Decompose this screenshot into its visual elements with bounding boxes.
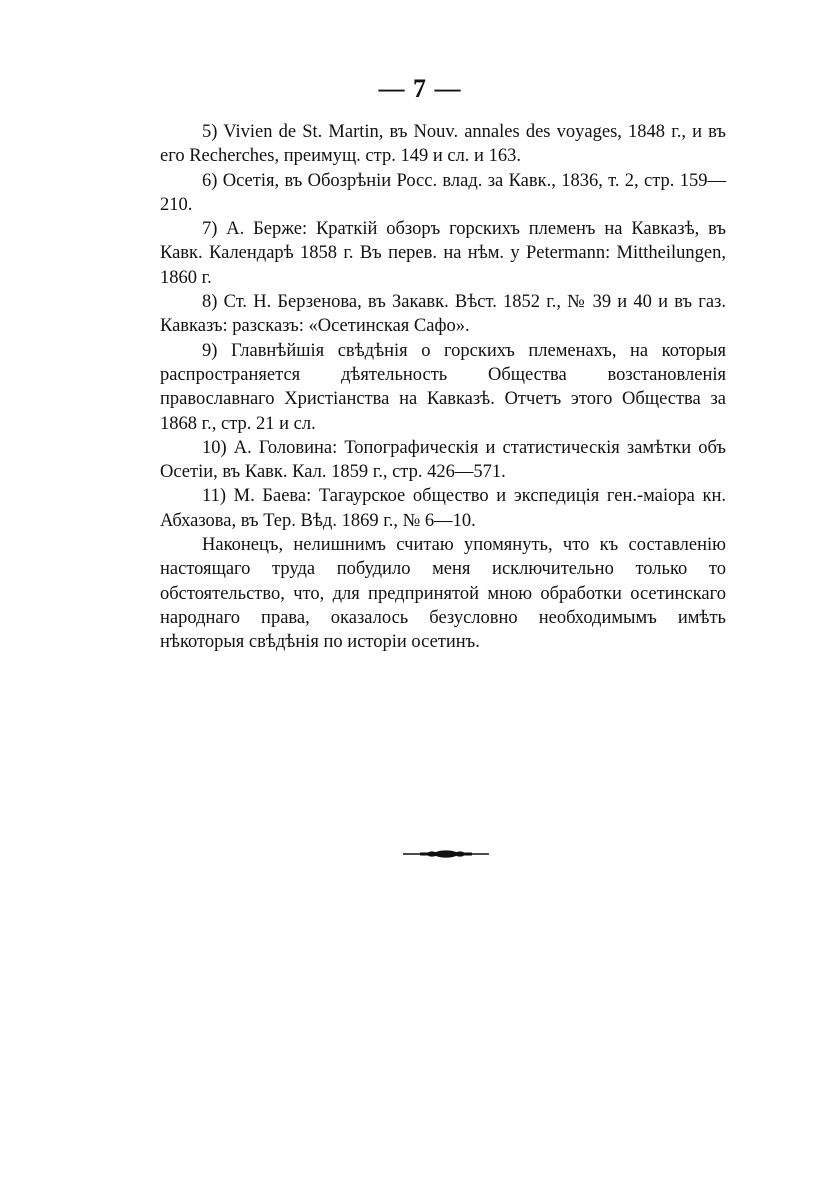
reference-6: 6) Осетія, въ Обозрѣніи Росс. влад. за Кавк., 1836, т. 2, стр. 159—210. — [160, 170, 726, 215]
reference-5: 5) Vivien de St. Martin, въ Nouv. annales des voyages, 1848 г., и въ его Recherches, преимущ. стр. 149 и сл. и 163. — [160, 122, 726, 167]
body-text — [160, 120, 726, 655]
page-number: — 7 — — [378, 74, 462, 103]
reference-9: 9) Главнѣйшія свѣдѣнія о горскихъ племенахъ, на которыя распространяется дѣятельность Общества возстановленія православнаго Христіанства на Кавказѣ. Отчетъ этого Общества за 1868 г., стр. 21 и сл. — [160, 340, 726, 434]
ornamental-divider-icon — [402, 848, 490, 860]
reference-8: 8) Ст. Н. Берзенова, въ Закавк. Вѣст. 1852 г., № 39 и 40 и въ газ. Кавказъ: разсказъ: «Осетинская Сафо». — [160, 292, 726, 337]
reference-11: 11) М. Баева: Тагаурское общество и экспедиція ген.-маіора кн. Абхазова, въ Тер. Вѣд. 1869 г., № 6—10. — [160, 486, 726, 531]
closing-paragraph: Наконецъ, нелишнимъ считаю упомянуть, что къ составленію настоящаго труда побудило меня исключительно только то обстоятельство, что, для предпринятой мною обработки осетинскаго народнаго права, оказалось безусловно необходимымъ имѣть нѣкоторыя свѣдѣнія по исторіи осетинъ. — [160, 535, 726, 653]
reference-7: 7) А. Берже: Краткій обзоръ горскихъ племенъ на Кавказѣ, въ Кавк. Календарѣ 1858 г. Въ перев. на нѣм. у Petermann: Mittheilungen, 1860 г. — [160, 219, 726, 288]
reference-10: 10) А. Головина: Топографическія и статистическія замѣтки объ Осетіи, въ Кавк. Кал. 1859 г., стр. 426—571. — [160, 437, 726, 483]
